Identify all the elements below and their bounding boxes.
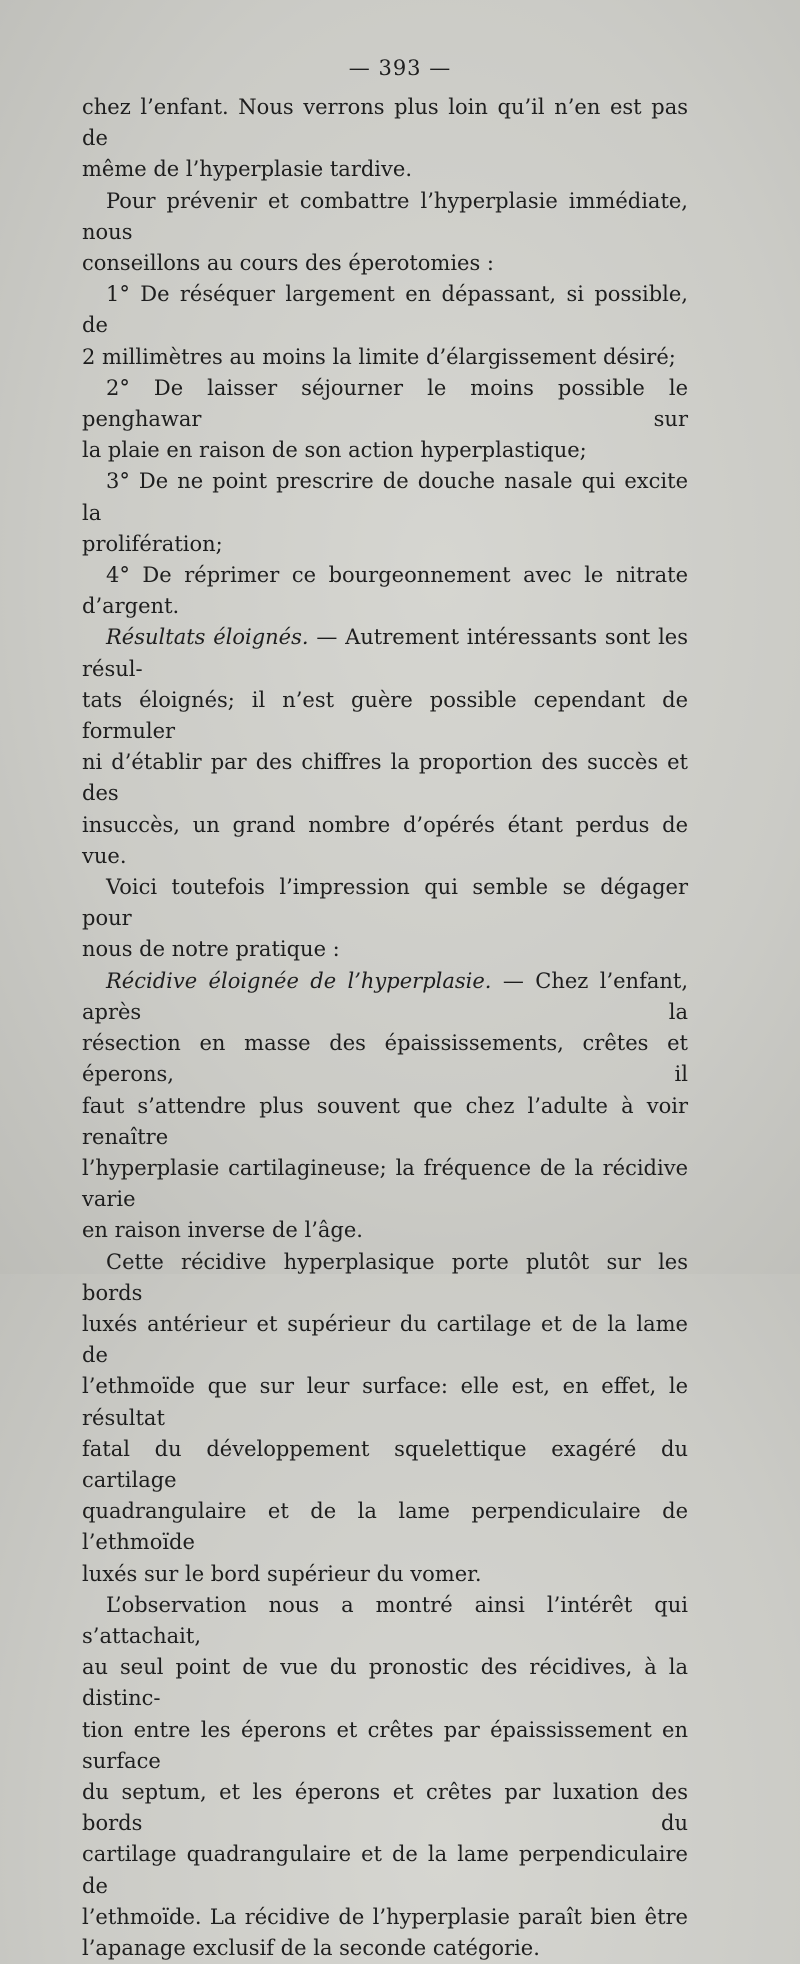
text-line: quadrangulaire et de la lame perpendiculaire de l’ethmoïde: [82, 1499, 688, 1555]
text-line: 2° De laisser séjourner le moins possible le penghawar sur: [82, 375, 688, 432]
body-text: [82, 92, 688, 1964]
text-line: insuccès, un grand nombre d’opérés étant perdus de vue.: [82, 812, 688, 868]
text-line: 2 millimètres au moins la limite d’élargissement désiré;: [82, 344, 676, 369]
text-line: 4° De réprimer ce bourgeonnement avec le nitrate d’argent.: [82, 563, 688, 619]
text-line: luxés antérieur et supérieur du cartilage et de la lame de: [82, 1311, 688, 1368]
text-line: résection en masse des épaississements, crêtes et éperons, il: [82, 1031, 688, 1087]
text-line: l’ethmoïde. La récidive de l’hyperplasie paraît bien être: [82, 1904, 688, 1929]
section-heading: Résultats éloignés.: [106, 625, 309, 650]
text-line: du septum, et les éperons et crêtes par luxation des bords du: [82, 1779, 688, 1836]
text-line: 3° De ne point prescrire de douche nasale qui excite la: [82, 469, 688, 525]
text-line: nous de notre pratique :: [82, 937, 340, 962]
section-heading: Récidive éloignée de l’hyperplasie.: [106, 968, 492, 993]
text-line: fatal du développement squelettique exagéré du cartilage: [82, 1436, 688, 1492]
page-number: — 393 —: [348, 56, 452, 80]
text-line: en raison inverse de l’âge.: [82, 1218, 363, 1243]
text-line: tion entre les éperons et crêtes par épaississement en surface: [82, 1717, 688, 1773]
text-line: cartilage quadrangulaire et de la lame perpendiculaire de: [82, 1842, 688, 1898]
text-line: luxés sur le bord supérieur du vomer.: [82, 1561, 482, 1586]
text-line: chez l’enfant. Nous verrons plus loin qu’il n’en est pas de: [82, 95, 688, 151]
text-line: l’apanage exclusif de la seconde catégorie.: [82, 1935, 540, 1960]
text-line: Récidive éloignée de l’hyperplasie. — Chez l’enfant, après la: [82, 968, 688, 1024]
text-line: au seul point de vue du pronostic des récidives, à la distinc-: [82, 1655, 688, 1711]
text-line: Cette récidive hyperplasique porte plutôt sur les bords: [82, 1249, 688, 1305]
text-line: Pour prévenir et combattre l’hyperplasie immédiate, nous: [82, 188, 688, 244]
text-line: même de l’hyperplasie tardive.: [82, 157, 412, 182]
text-line: prolifération;: [82, 531, 223, 556]
text-line: 1° De réséquer largement en dépassant, si possible, de: [82, 282, 688, 338]
text-line: faut s’attendre plus souvent que chez l’adulte à voir renaître: [82, 1093, 688, 1149]
text-line: l’ethmoïde que sur leur surface: elle est, en effet, le résultat: [82, 1374, 688, 1430]
text-line: conseillons au cours des éperotomies :: [82, 251, 495, 276]
text-line: tats éloignés; il n’est guère possible cependant de formuler: [82, 687, 688, 744]
text-line: ni d’établir par des chiffres la proportion des succès et des: [82, 750, 688, 806]
text-line: Résultats éloignés. — Autrement intéressants sont les résul-: [82, 625, 689, 681]
text-line: L’observation nous a montré ainsi l’intérêt qui s’attachait,: [82, 1592, 688, 1648]
text-line: l’hyperplasie cartilagineuse; la fréquence de la récidive varie: [82, 1155, 688, 1212]
text-line: la plaie en raison de son action hyperplastique;: [82, 438, 587, 463]
text-line: Voici toutefois l’impression qui semble se dégager pour: [82, 875, 688, 931]
